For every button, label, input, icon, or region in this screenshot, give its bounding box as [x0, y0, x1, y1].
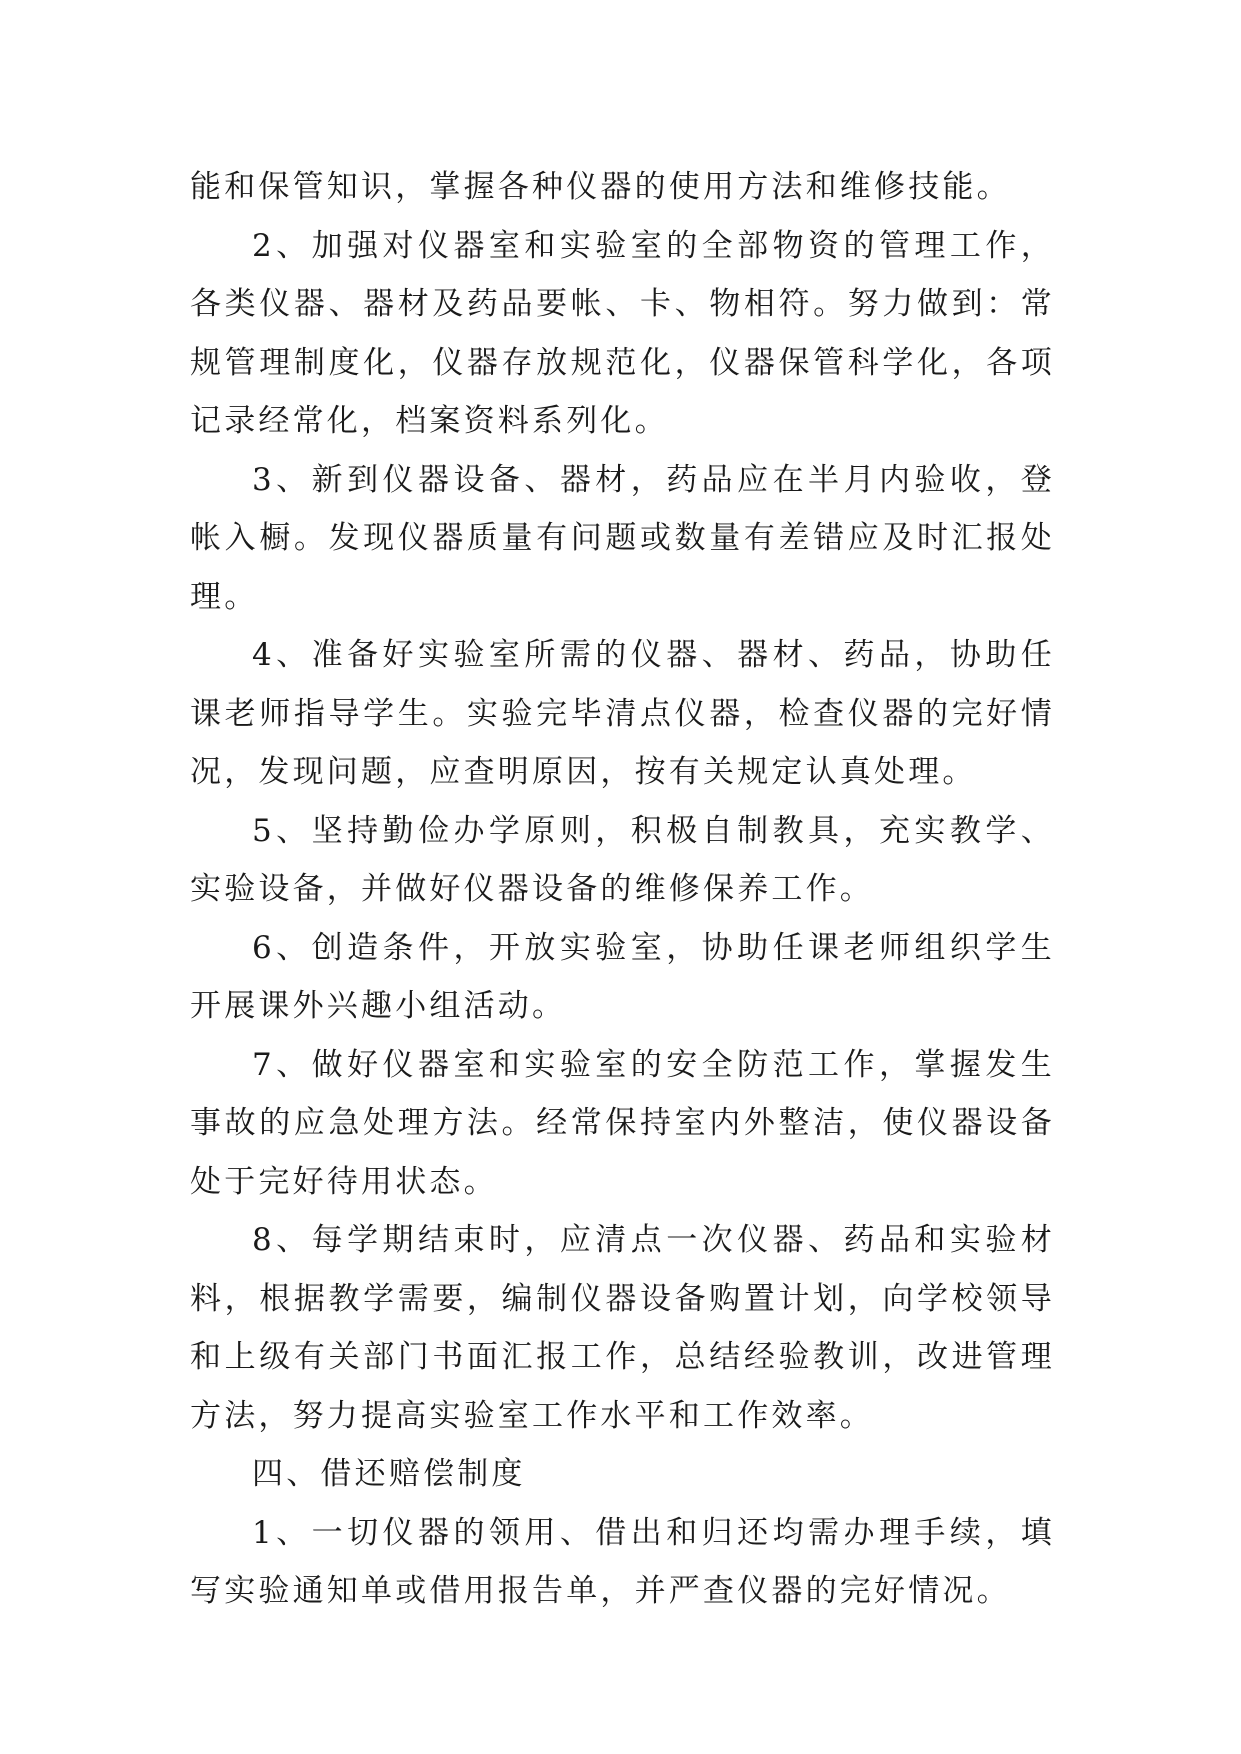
paragraph-7: 7、做好仪器室和实验室的安全防范工作，掌握发生事故的应急处理方法。经常保持室内外整洁，使仪器设备处于完好待用状态。 [190, 1046, 1055, 1200]
paragraph-2: 2、加强对仪器室和实验室的全部物资的管理工作，各类仪器、器材及药品要帐、卡、物相符。努力做到：常规管理制度化，仪器存放规范化，仪器保管科学化，各项记录经常化，档案资料系列化。 [190, 227, 1055, 439]
paragraph-5: 5、坚持勤俭办学原则，积极自制教具，充实教学、实验设备，并做好仪器设备的维修保养工作。 [190, 812, 1055, 907]
paragraph-10: 1、一切仪器的领用、借出和归还均需办理手续，填写实验通知单或借用报告单，并严查仪器的完好情况。 [190, 1514, 1055, 1609]
document-body [190, 158, 1055, 1621]
paragraph-4: 4、准备好实验室所需的仪器、器材、药品，协助任课老师指导学生。实验完毕清点仪器，检查仪器的完好情况，发现问题，应查明原因，按有关规定认真处理。 [190, 637, 1055, 790]
paragraph-1: 能和保管知识，掌握各种仪器的使用方法和维修技能。 [190, 169, 1011, 205]
section-heading: 四、借还赔偿制度 [252, 1456, 526, 1492]
paragraph-8: 8、每学期结束时，应清点一次仪器、药品和实验材料，根据教学需要，编制仪器设备购置计划，向学校领导和上级有关部门书面汇报工作，总结经验教训，改进管理方法，努力提高实验室工作水平和工作效率。 [190, 1222, 1055, 1434]
paragraph-6: 6、创造条件，开放实验室，协助任课老师组织学生开展课外兴趣小组活动。 [190, 929, 1055, 1024]
paragraph-3: 3、新到仪器设备、器材，药品应在半月内验收，登帐入橱。发现仪器质量有问题或数量有差错应及时汇报处理。 [190, 461, 1055, 615]
